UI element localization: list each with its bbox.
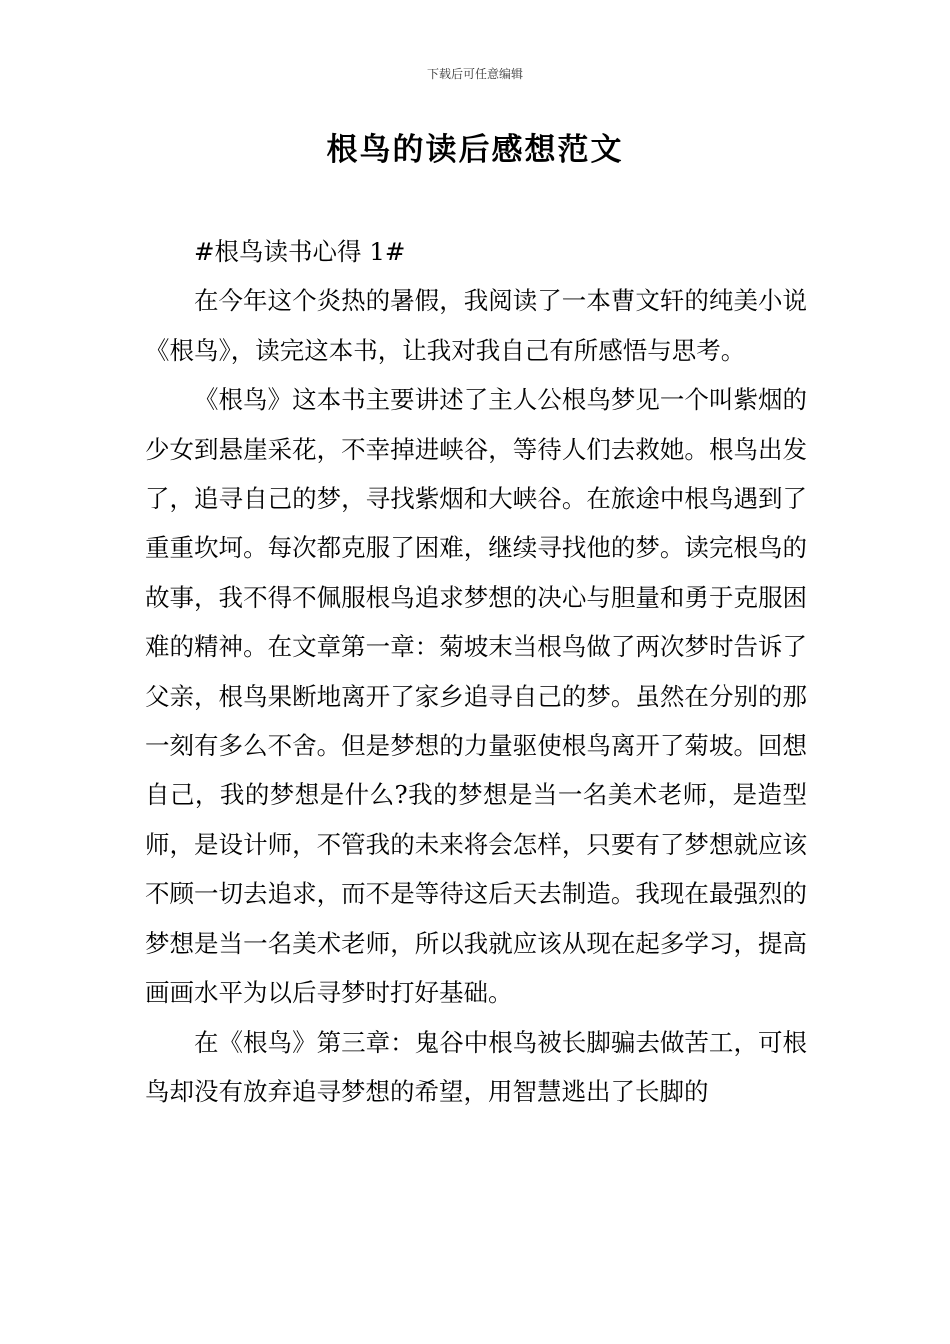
paragraph-1: 在今年这个炎热的暑假，我阅读了一本曹文轩的纯美小说《根鸟》，读完这本书，让我对我自己有所感悟与思考。 (145, 286, 807, 365)
section-heading: #根鸟读书心得 1# (194, 237, 406, 266)
document-body (145, 227, 807, 1116)
document-title: 根鸟的读后感想范文 (326, 132, 624, 168)
paragraph-2: 《根鸟》这本书主要讲述了主人公根鸟梦见一个叫紫烟的少女到悬崖采花，不幸掉进峡谷，等待人们去救她。根鸟出发了，追寻自己的梦，寻找紫烟和大峡谷。在旅途中根鸟遇到了重重坎坷。每次都克服了困难，继续寻找他的梦。读完根鸟的故事，我不得不佩服根鸟追求梦想的决心与胆量和勇于克服困难的精神。在文章第一章：菊坡末当根鸟做了两次梦时告诉了父亲，根鸟果断地离开了家乡追寻自己的梦。虽然在分别的那一刻有多么不舍。但是梦想的力量驱使根鸟离开了菊坡。回想自己，我的梦想是什么?我的梦想是当一名美术老师，是造型师，是设计师，不管我的未来将会怎样，只要有了梦想就应该不顾一切去追求，而不是等待这后天去制造。我现在最强烈的梦想是当一名美术老师，所以我就应该从现在起多学习，提高画画水平为以后寻梦时打好基础。 (145, 385, 807, 1008)
paragraph-3: 在《根鸟》第三章：鬼谷中根鸟被长脚骗去做苦工，可根鸟却没有放弃追寻梦想的希望，用智慧逃出了长脚的 (145, 1027, 807, 1106)
header-note: 下载后可任意编辑 (426, 67, 523, 81)
